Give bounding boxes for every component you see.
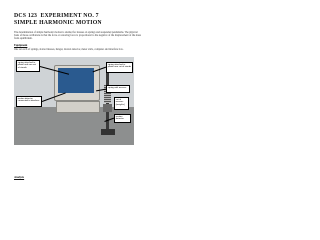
callout-motion-detector: motion detector: [114, 114, 131, 123]
callout-motion-detector-interface: motion detector connected to interface: [16, 96, 42, 107]
document-page: [0, 0, 149, 198]
equipment-paragraph: One set each of springs, slotted masses, hanger, motion detector, meter stick, computer and interface box.: [14, 48, 124, 51]
callout-spring-stand-right: spring attached to platen arm set of stands: [106, 62, 133, 73]
motion-detector: [101, 129, 115, 135]
equipment-heading: Equipment: [14, 44, 28, 47]
hanging-mass: [103, 104, 112, 112]
callout-spring-masses: spring with masses: [106, 85, 130, 93]
page-title: DCS 123 EXPERIMENT NO. 7 SIMPLE HARMONIC MOTION: [14, 13, 102, 26]
callout-set-of-masses: set of masses (weights): [114, 97, 129, 110]
callout-spring-stand-left: spring attached to platen and arm set of stands: [16, 60, 40, 72]
analysis-heading: Analysis: [14, 176, 25, 179]
computer-base: [56, 101, 100, 113]
intro-paragraph: The determination of simple harmonic motion is studied for masses on springs and suspended pendulums. The physical basis of these oscillations is that the force or restoring force is proportional to the negative of the displacement of the mass from equilibrium.: [14, 31, 141, 41]
